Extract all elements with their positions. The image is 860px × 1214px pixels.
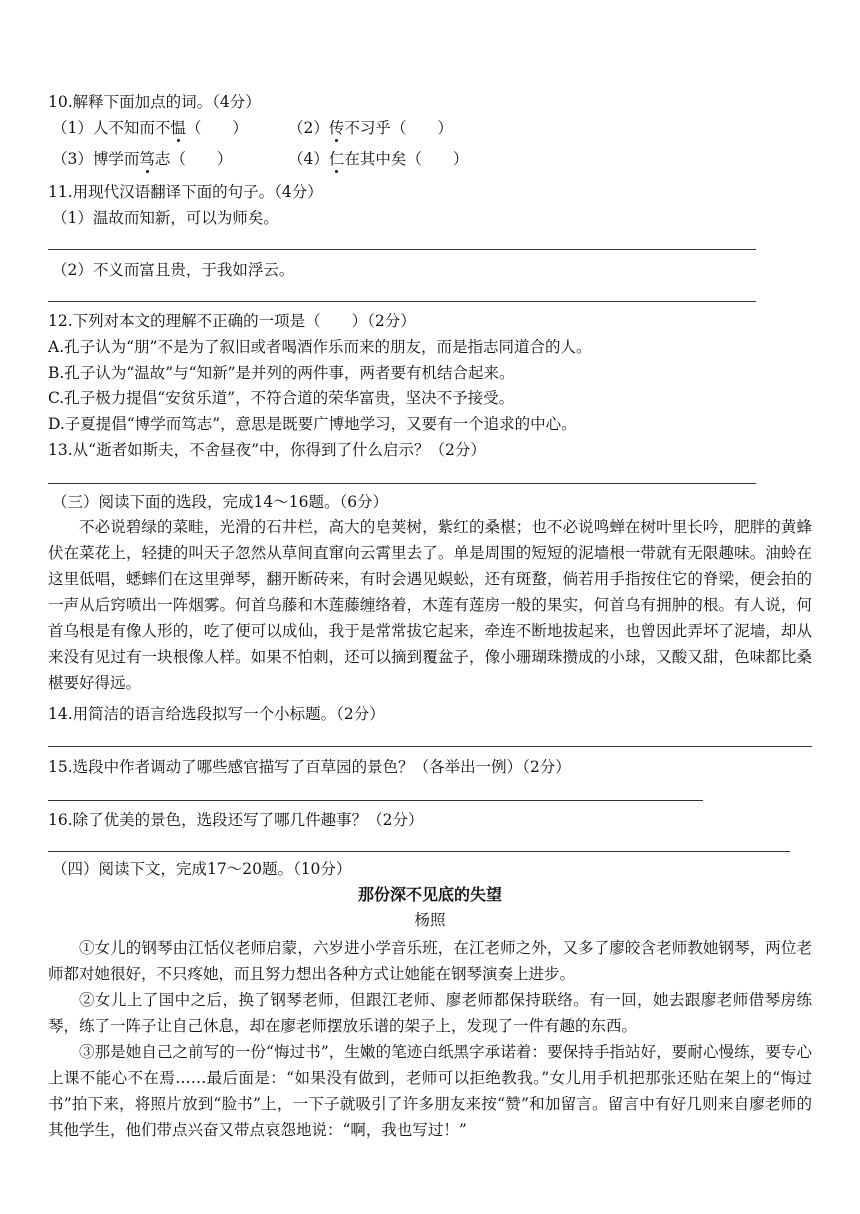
q10-item-2: （2）传不习乎（ ） (288, 119, 453, 137)
section-4-heading: （四）阅读下文，完成17～20题。（10分） (52, 860, 352, 878)
q12-option-a: A.孔子认为“朋”不是为了叙旧或者喝酒作乐而来的朋友，而是指志同道合的人。 (48, 338, 592, 356)
emphasis-dot-char: 笃 (139, 150, 155, 168)
q13-stem: 13.从“逝者如斯夫，不舍昼夜”中，你得到了什么启示？（2分） (48, 441, 486, 459)
answer-line (48, 746, 812, 747)
answer-line (48, 249, 756, 250)
article-paragraph-3: ③那是她自己之前写的一份“悔过书”，生嫩的笔迹白纸黑字承诺着：要保持手指站好，要耐心慢练，要专心上课不能心不在焉……最后面是：“如果没有做到，老师可以拒绝教我。”女儿用手机把那张还贴在架上的“悔过书”拍下来，将照片放到“脸书”上，一下子就吸引了许多朋友来按“赞”和加留言。留言中有好几则来自廖老师的其他学生，他们带点兴奋又带点哀怨地说：“啊，我也写过！” (48, 1043, 812, 1139)
article-title: 那份深不见底的失望 (357, 885, 502, 904)
q10-row2 (52, 148, 468, 170)
emphasis-dot-char: 传 (328, 119, 345, 137)
passage-paragraph: 不必说碧绿的菜畦，光滑的石井栏，高大的皂荚树，紫红的桑椹；也不必说鸣蝉在树叶里长吟，肥胖的黄蜂伏在菜花上，轻捷的叫天子忽然从草间直窜向云霄里去了。单是周围的短短的泥墙根一带就有无限趣味。油蛉在这里低唱，蟋蟀们在这里弹琴，翻开断砖来，有时会遇见蜈蚣，还有斑蝥，倘若用手指按住它的脊梁，便会拍的一声从后窍喷出一阵烟雾。何首乌藤和木莲藤缠络着，木莲有莲房一般的果实，何首乌有拥肿的根。有人说，何首乌根是有像人形的，吃了便可以成仙，我于是常常拔它起来，牵连不断地拔起来，也曾因此弄坏了泥墙，却从来没有见过有一块根像人样。如果不怕刺，还可以摘到覆盆子，像小珊瑚珠攒成的小球，又酸又甜，色味都比桑椹要好得远。 (48, 518, 812, 692)
q10-item-3: （3）博学而笃志（ ） (52, 150, 233, 168)
article-paragraph-1: ①女儿的钢琴由江恬仪老师启蒙，六岁进小学音乐班，在江老师之外，又多了廖皎含老师教她钢琴，两位老师都对她很好，不只疼她，而且努力想出各种方式让她能在钢琴演奏上进步。 (48, 939, 812, 983)
emphasis-dot-char: 愠 (170, 119, 186, 137)
q14-stem: 14.用简洁的语言给选段拟写一个小标题。（2分） (48, 705, 385, 723)
answer-line (48, 851, 790, 852)
article-author: 杨照 (414, 911, 446, 929)
article-paragraph-2: ②女儿上了国中之后，换了钢琴老师，但跟江老师、廖老师都保持联络。有一回，她去跟廖老师借琴房练琴，练了一阵子让自己休息，却在廖老师摆放乐谱的架子上，发现了一件有趣的东西。 (48, 991, 812, 1035)
article-body (48, 935, 812, 1207)
q15-stem: 15.选段中作者调动了哪些感官描写了百草园的景色？（各举出一例）（2分） (48, 758, 571, 776)
q10-item-4: （4）仁在其中矣（ ） (288, 150, 469, 168)
q12-option-b: B.孔子认为“温故”与“知新”是并列的两件事，两者要有机结合起来。 (48, 364, 515, 382)
q10-item-1: （1）人不知而不愠（ ） (52, 119, 248, 137)
emphasis-dot-char: 仁 (328, 150, 345, 168)
q12-option-d: D.子夏提倡“博学而笃志”，意思是既要广博地学习，又要有一个追求的中心。 (48, 415, 577, 433)
section-3-heading: （三）阅读下面的选段，完成14～16题。（6分） (52, 493, 389, 511)
q16-stem: 16.除了优美的景色，选段还写了哪几件趣事？（2分） (48, 811, 424, 829)
q11-sentence-2: （2）不义而富且贵，于我如浮云。 (52, 261, 295, 279)
q10-row1 (52, 117, 453, 139)
q12-stem: 12.下列对本文的理解不正确的一项是（ ）（2分） (48, 312, 416, 330)
q11-sentence-1: （1）温故而知新，可以为师矣。 (52, 209, 279, 227)
q11-stem: 11.用现代汉语翻译下面的句子。（4分） (48, 183, 323, 201)
q12-option-c: C.孔子极力提倡“安贫乐道”，不符合道的荣华富贵，坚决不予接受。 (48, 389, 515, 407)
answer-line (48, 483, 756, 484)
section-3-passage (48, 514, 812, 696)
q10-stem: 10.解释下面加点的词。（4分） (48, 93, 261, 111)
answer-line (48, 800, 703, 801)
answer-line (48, 301, 756, 302)
